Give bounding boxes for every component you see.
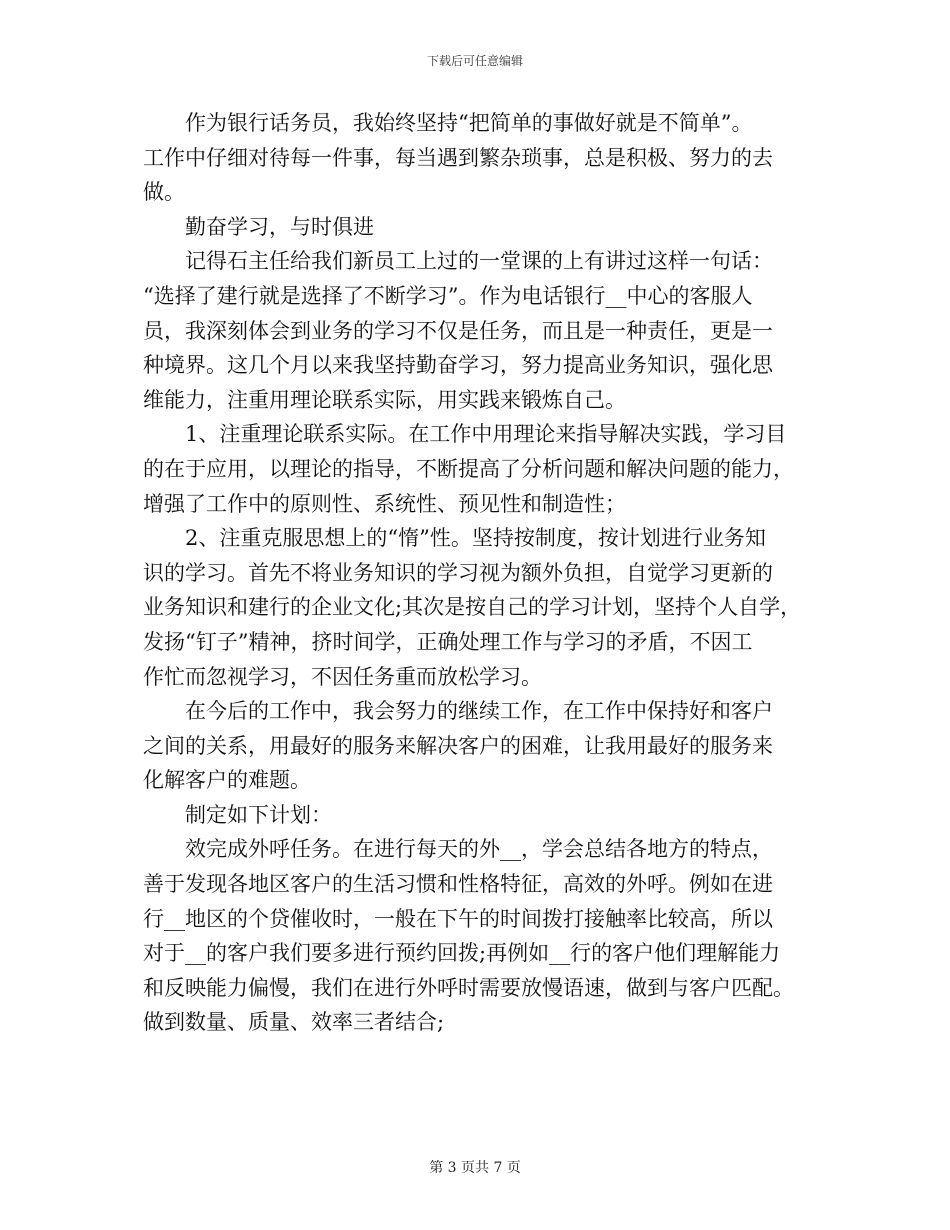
page-header: 下载后可任意编辑: [426, 54, 523, 68]
page-number: 第 3 页共 7 页: [429, 1160, 521, 1176]
section-heading-study: 勤奋学习，与时俱进: [185, 214, 374, 239]
document-body: [143, 106, 815, 1040]
paragraph-outbound-calls: 效完成外呼任务。在进行每天的外__，学会总结各地方的特点， 善于发现各地区客户的生活习惯和性格特征，高效的外呼。例如在进 行__地区的个贷催收时，一般在下午的时间拨打接触率比较高，所以 对于__的客户我们要多进行预约回拨;再例如__行的客户他们理解能力 和反映能力偏慢，我们在进行外呼时需要放慢语速，做到与客户匹配。 做到数量、质量、效率三者结合;: [143, 837, 794, 1035]
section-heading-plan: 制定如下计划：: [185, 802, 332, 827]
paragraph-learning: 记得石主任给我们新员工上过的一堂课的上有讲过这样一句话： “选择了建行就是选择了不断学习”。作为电话银行__中心的客服人 员，我深刻体会到业务的学习不仅是任务，而且是一种责任，更是一 种境界。这几个月以来我坚持勤奋学习，努力提高业务知识，强化思 维能力，注重用理论联系实际，用实践来锻炼自己。: [143, 249, 773, 412]
paragraph-point-1: 1、注重理论联系实际。在工作中用理论来指导解决实践，学习目 的在于应用，以理论的指导，不断提高了分析问题和解决问题的能力， 增强了工作中的原则性、系统性、预见性和制造性；: [143, 422, 794, 516]
paragraph-attitude: 作为银行话务员，我始终坚持“把简单的事做好就是不简单”。 工作中仔细对待每一件事，每当遇到繁杂琐事，总是积极、努力的去 做。: [143, 111, 773, 205]
paragraph-point-2: 2、注重克服思想上的“惰”性。坚持按制度，按计划进行业务知 识的学习。首先不将业务知识的学习视为额外负担，自觉学习更新的 业务知识和建行的企业文化;其次是按自己的学习计划，坚持个人自学， 发扬“钉子”精神，挤时间学，正确处理工作与学习的矛盾，不因工 作忙而忽视学习，不因任务重而放松学习。: [143, 526, 802, 689]
paragraph-future-work: 在今后的工作中，我会努力的继续工作，在工作中保持好和客户 之间的关系，用最好的服务来解决客户的困难，让我用最好的服务来 化解客户的难题。: [143, 699, 773, 793]
